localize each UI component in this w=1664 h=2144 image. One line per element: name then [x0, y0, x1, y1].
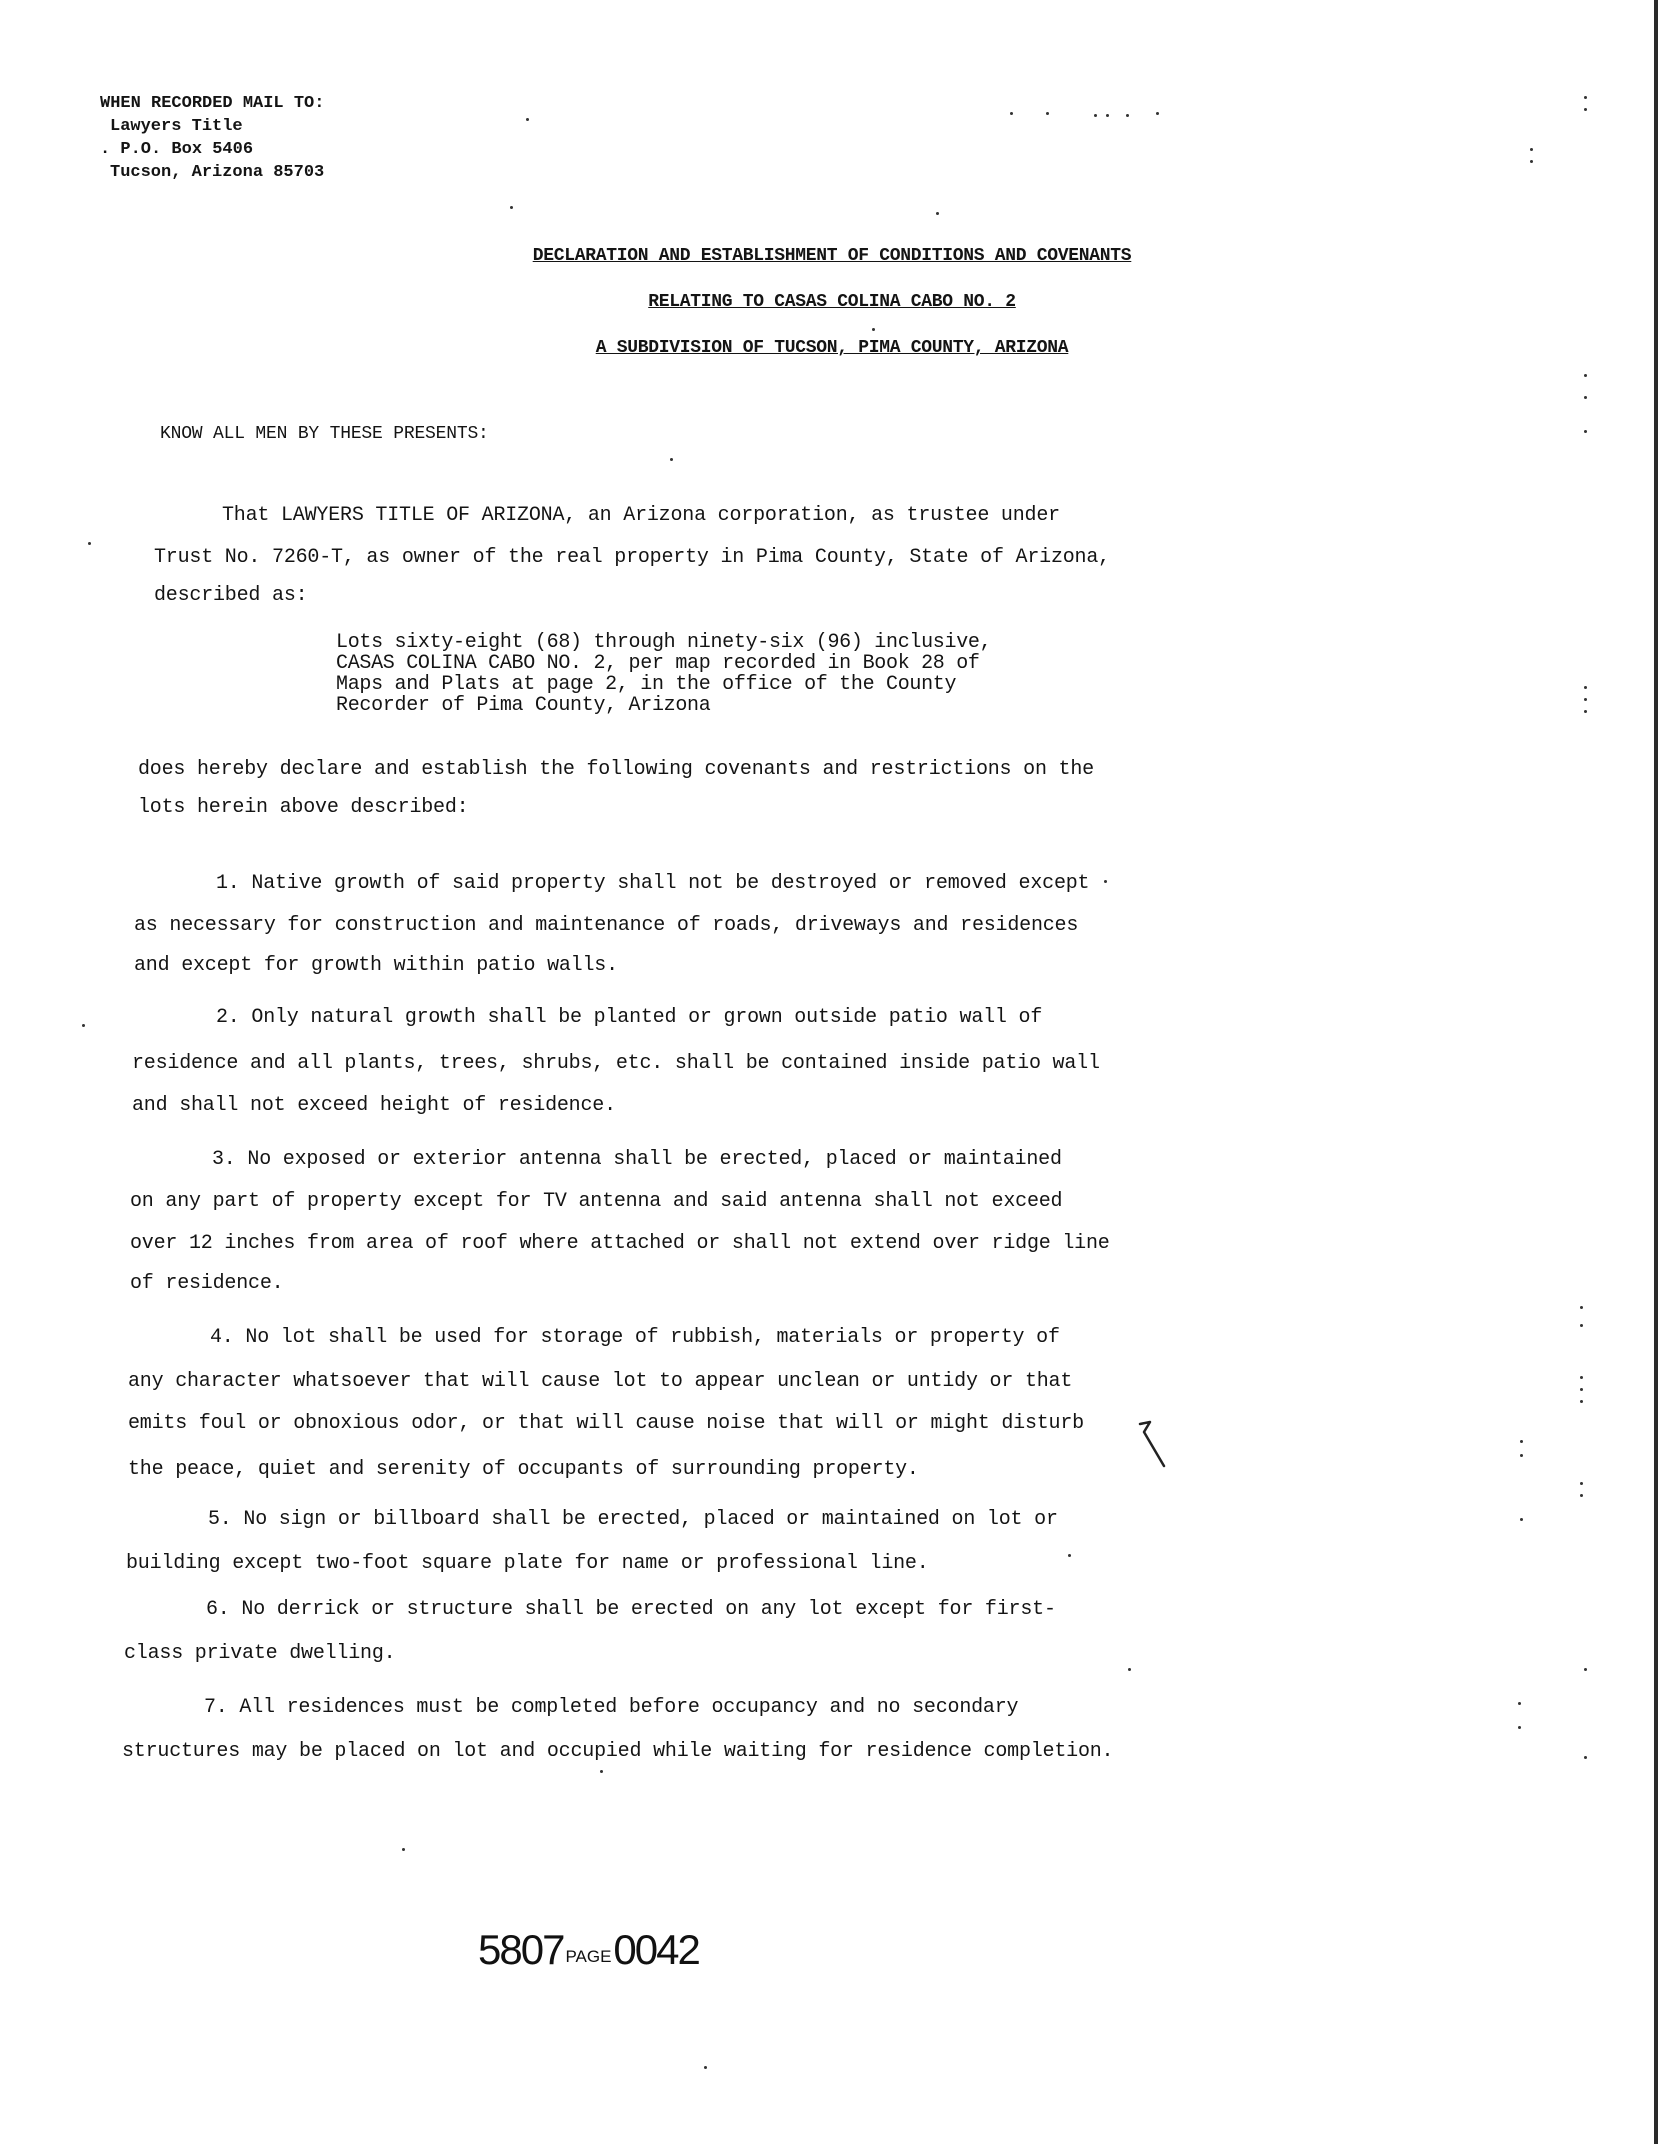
- covenant-6-line: 6. No derrick or structure shall be erected on any lot except for first-: [206, 1598, 1056, 1621]
- scan-speck: [1530, 160, 1533, 163]
- covenant-3-line: over 12 inches from area of roof where attached or shall not extend over ridge line: [130, 1232, 1110, 1255]
- legal-description: [336, 632, 991, 716]
- declaration-line-1: does hereby declare and establish the following covenants and restrictions on the: [138, 758, 1094, 781]
- scan-speck: [1584, 686, 1587, 689]
- scan-speck: [1584, 396, 1587, 399]
- scan-speck: [1580, 1482, 1583, 1485]
- title-line-2: RELATING TO CASAS COLINA CABO NO. 2: [648, 292, 1016, 312]
- covenant-4-line: any character whatsoever that will cause lot to appear unclean or untidy or that: [128, 1370, 1073, 1393]
- intro-line-3: described as:: [154, 584, 308, 607]
- scan-speck: [1156, 112, 1159, 115]
- scan-speck: [1584, 710, 1587, 713]
- scan-speck: [88, 542, 91, 545]
- covenant-1-line: as necessary for construction and maintenance of roads, driveways and residences: [134, 914, 1079, 937]
- scan-speck: [1520, 1454, 1523, 1457]
- mail-to-city: Tucson, Arizona 85703: [110, 163, 325, 182]
- recording-page-word: PAGE: [565, 1947, 612, 1966]
- scan-speck: [1584, 374, 1587, 377]
- scan-speck: [1584, 1668, 1587, 1671]
- scan-speck: [1046, 112, 1049, 115]
- legal-description-line: CASAS COLINA CABO NO. 2, per map recorded in Book 28 of: [336, 652, 980, 675]
- scan-speck: [1530, 148, 1533, 151]
- scan-speck: [872, 328, 875, 331]
- scan-speck: [1104, 880, 1107, 883]
- mail-to-name: Lawyers Title: [110, 117, 243, 136]
- scan-speck: [704, 2066, 707, 2069]
- legal-description-line: Lots sixty-eight (68) through ninety-six (96) inclusive,: [336, 631, 992, 654]
- covenant-3-line: 3. No exposed or exterior antenna shall be erected, placed or maintained: [212, 1148, 1062, 1171]
- scan-speck: [1126, 114, 1129, 117]
- salutation: KNOW ALL MEN BY THESE PRESENTS:: [160, 424, 489, 444]
- scan-speck: [1518, 1702, 1521, 1705]
- covenant-3-line: on any part of property except for TV antenna and said antenna shall not exceed: [130, 1190, 1063, 1213]
- handwritten-tick-mark: [1136, 1418, 1170, 1470]
- mail-to-block: [100, 92, 324, 184]
- scan-speck: [1580, 1494, 1583, 1497]
- title-line-3: A SUBDIVISION OF TUCSON, PIMA COUNTY, ARIZONA: [595, 338, 1069, 358]
- declaration-line-2: lots herein above described:: [138, 796, 469, 819]
- scan-speck: [1584, 1756, 1587, 1759]
- scan-speck: [1584, 430, 1587, 433]
- mail-to-box: . P.O. Box 5406: [100, 140, 254, 159]
- covenant-6-line: class private dwelling.: [124, 1642, 396, 1665]
- covenant-7-line: structures may be placed on lot and occupied while waiting for residence completion.: [122, 1740, 1114, 1763]
- scan-speck: [670, 458, 673, 461]
- scan-speck: [510, 206, 513, 209]
- covenant-4-line: the peace, quiet and serenity of occupants of surrounding property.: [128, 1458, 919, 1481]
- scan-speck: [1580, 1306, 1583, 1309]
- scan-speck: [936, 212, 939, 215]
- recording-page-number: 0042: [613, 1926, 699, 1973]
- recording-stamp: [478, 1926, 699, 1974]
- covenant-2-line: 2. Only natural growth shall be planted or grown outside patio wall of: [216, 1006, 1043, 1029]
- covenant-1-line: 1. Native growth of said property shall not be destroyed or removed except: [216, 872, 1090, 895]
- scan-speck: [1520, 1440, 1523, 1443]
- scan-speck: [1520, 1518, 1523, 1521]
- scan-speck: [1584, 96, 1587, 99]
- legal-description-line: Maps and Plats at page 2, in the office of the County: [336, 673, 957, 696]
- covenant-1-line: and except for growth within patio walls.: [134, 954, 618, 977]
- scan-speck: [1580, 1324, 1583, 1327]
- scan-speck: [1584, 698, 1587, 701]
- scan-speck: [1518, 1726, 1521, 1729]
- scan-speck: [1010, 112, 1013, 115]
- scan-speck: [82, 1024, 85, 1027]
- intro-line-1: That LAWYERS TITLE OF ARIZONA, an Arizona corporation, as trustee under: [222, 504, 1060, 527]
- covenant-3-line: of residence.: [130, 1272, 284, 1295]
- scan-speck: [402, 1848, 405, 1851]
- covenant-2-line: and shall not exceed height of residence.: [132, 1094, 616, 1117]
- scan-speck: [1068, 1554, 1071, 1557]
- scan-speck: [1584, 108, 1587, 111]
- intro-line-2: Trust No. 7260-T, as owner of the real property in Pima County, State of Arizona,: [154, 546, 1110, 569]
- scan-speck: [526, 118, 529, 121]
- title-line-1: DECLARATION AND ESTABLISHMENT OF CONDITIONS AND COVENANTS: [532, 246, 1132, 266]
- scan-speck: [1106, 114, 1109, 117]
- mail-to-heading: WHEN RECORDED MAIL TO:: [100, 94, 325, 113]
- covenant-5-line: 5. No sign or billboard shall be erected, placed or maintained on lot or: [208, 1508, 1058, 1531]
- covenant-7-line: 7. All residences must be completed before occupancy and no secondary: [204, 1696, 1019, 1719]
- covenant-4-line: 4. No lot shall be used for storage of rubbish, materials or property of: [210, 1326, 1060, 1349]
- covenant-4-line: emits foul or obnoxious odor, or that will cause noise that will or might disturb: [128, 1412, 1084, 1435]
- recording-book-number: 5807: [478, 1926, 564, 1973]
- scan-speck: [1580, 1388, 1583, 1391]
- covenant-5-line: building except two-foot square plate for name or professional line.: [126, 1552, 929, 1575]
- scan-speck: [1128, 1668, 1131, 1671]
- scan-speck: [1580, 1400, 1583, 1403]
- covenant-2-line: residence and all plants, trees, shrubs, etc. shall be contained inside patio wall: [132, 1052, 1100, 1075]
- scan-edge-line: [1654, 0, 1658, 2144]
- legal-description-line: Recorder of Pima County, Arizona: [336, 694, 711, 717]
- scan-speck: [600, 1770, 603, 1773]
- scan-speck: [1580, 1376, 1583, 1379]
- scan-speck: [1094, 114, 1097, 117]
